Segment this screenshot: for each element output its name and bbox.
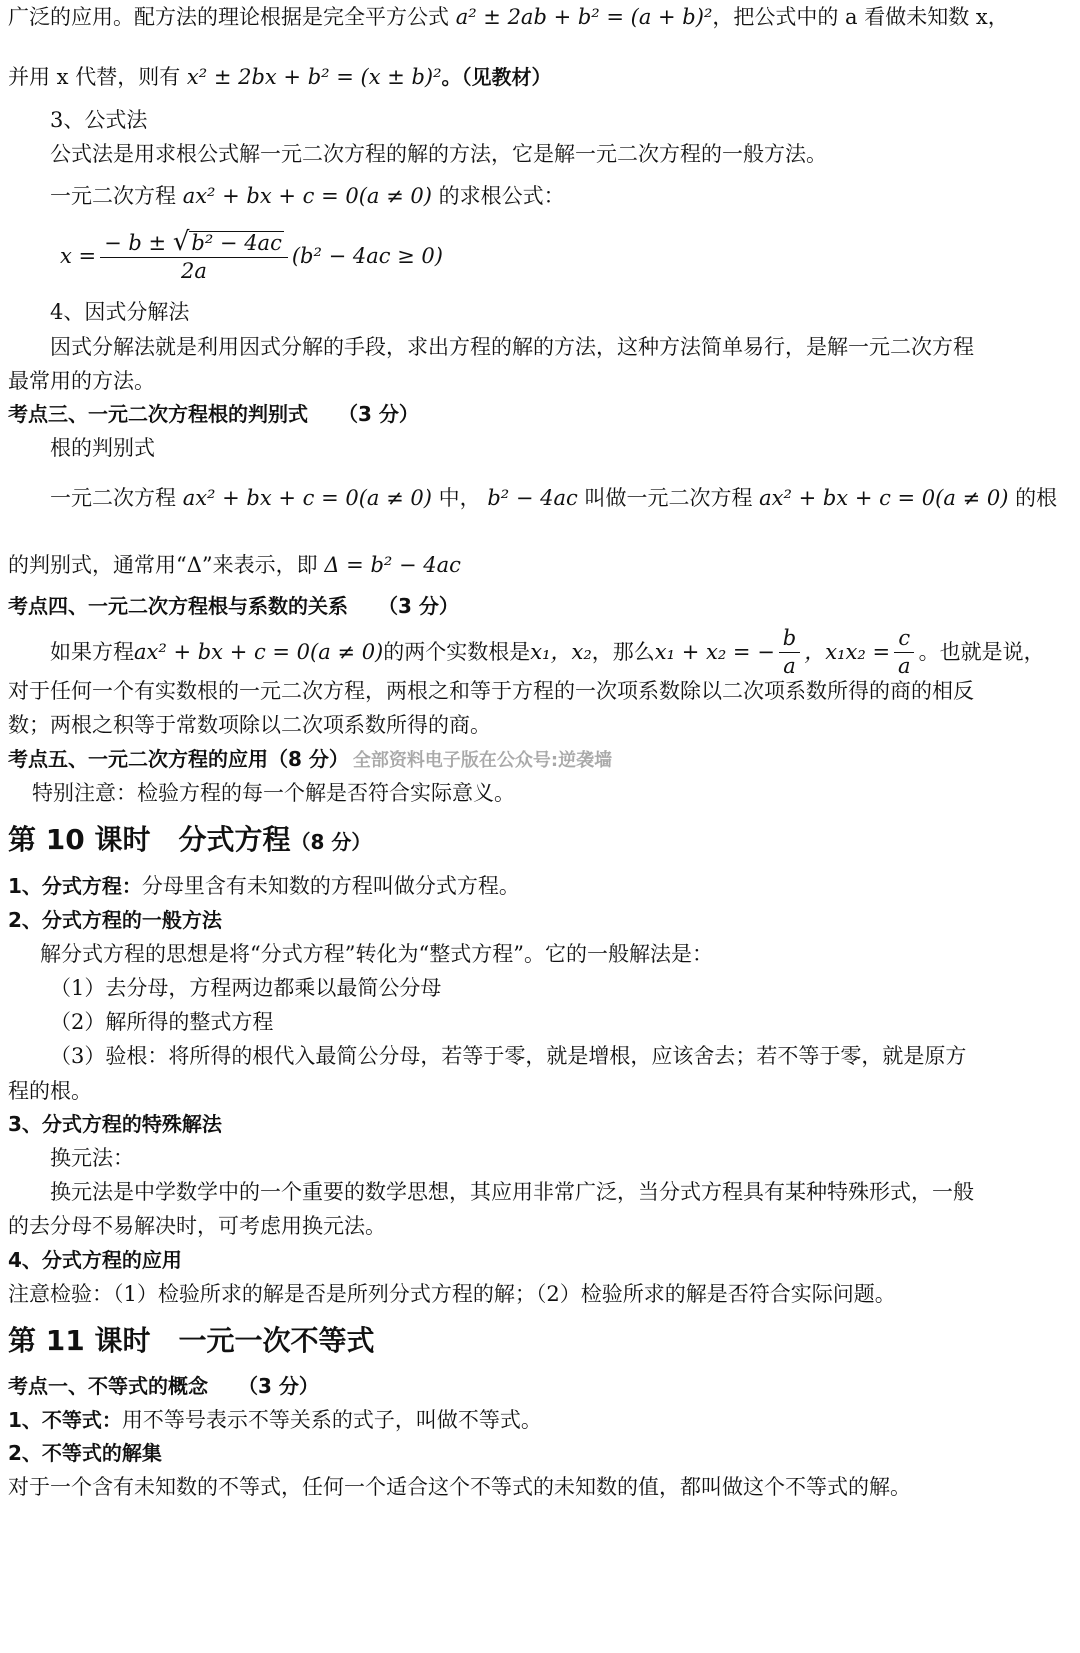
section-title: 考点三、一元二次方程根的判别式: [8, 402, 308, 427]
factor-method-desc-cont: 最常用的方法。: [8, 368, 155, 393]
section-title: 考点一、不等式的概念: [8, 1373, 208, 1398]
text-run: 叫做一元二次方程: [584, 486, 753, 511]
point4-heading: [8, 594, 1072, 619]
vieta-line-1: [8, 627, 1072, 678]
item-label: 1、分式方程：: [8, 874, 142, 899]
fraction-denominator: a: [898, 654, 911, 679]
intro-text: 一元二次方程: [50, 184, 176, 208]
formula-lhs: x =: [60, 244, 97, 269]
lesson10-item2-desc: 解分式方程的思想是将“分式方程”转化为“整式方程”。它的一般解法是：: [40, 941, 713, 966]
root-product-lhs: ，x₁x₂ =: [804, 640, 891, 665]
intro-text: 广泛的应用。配方法的理论根据是完全平方公式: [8, 5, 449, 29]
root-sum-fraction: [779, 627, 800, 678]
quadratic-root-formula: [8, 229, 1072, 283]
solution-step-2: （2）解所得的整式方程: [50, 1010, 274, 1035]
solution-step-3-cont: 程的根。: [8, 1078, 92, 1103]
intro-tail: 的求根公式：: [438, 184, 565, 208]
root-sum-lhs: x₁ + x₂ = −: [654, 640, 775, 665]
quadratic-equation: ax² + bx + c = 0(a ≠ 0): [759, 486, 1009, 511]
intro-line-1: [8, 4, 1072, 30]
watermark-text: 全部资料电子版在公众号:逆袭墙: [352, 749, 613, 771]
quadratic-equation: ax² + bx + c = 0(a ≠ 0): [182, 184, 432, 208]
root-fraction: [100, 229, 288, 283]
text-run: ，那么: [591, 640, 655, 665]
formula-method-desc: 公式法是用求根公式解一元二次方程的解的方法，它是解一元二次方程的一般方法。: [50, 141, 827, 166]
solution-step-3: （3）验根：将所得的根代入最简公分母，若等于零，就是增根，应该舍去；若不等于零，就是原方: [50, 1044, 967, 1069]
text-run: 的判别式，通常用“Δ”来表示，即: [8, 552, 318, 577]
text-run: 中，: [438, 486, 481, 511]
item-text: 用不等号表示不等关系的式子，叫做不等式。: [121, 1407, 542, 1432]
section-score: （3 分）: [338, 402, 419, 427]
factor-method-heading: 4、因式分解法: [50, 300, 190, 325]
section-title: 考点四、一元二次方程根与系数的关系: [8, 593, 348, 618]
text-run: 。也就是说，: [918, 640, 1045, 665]
point5-heading: [8, 747, 1072, 773]
radical-sign: √: [172, 227, 190, 258]
completed-square-formula: x² ± 2bx + b² = (x ± b)²: [186, 65, 442, 90]
solution-step-1: （1）去分母，方程两边都乘以最简公分母: [50, 975, 442, 1000]
section-score: （3 分）: [238, 1373, 319, 1398]
sqrt-icon: [172, 227, 284, 258]
lesson11-point1-heading: [8, 1374, 1072, 1399]
item-text: 分母里含有未知数的方程叫做分式方程。: [141, 874, 520, 899]
lesson10-item1: [8, 873, 1072, 899]
lesson-title: 第 10 课时 分式方程: [8, 823, 291, 857]
text-run: 如果方程: [50, 640, 134, 665]
textbook-note: 。（见教材）: [441, 65, 552, 90]
discriminant-definition: Δ = b² − 4ac: [324, 552, 461, 577]
lesson10-item4-heading: 4、分式方程的应用: [8, 1247, 182, 1272]
discriminant-subheading: 根的判别式: [50, 436, 155, 461]
vieta-explanation: 对于任何一个有实数根的一元二次方程，两根之和等于方程的一次项系数除以二次项系数所得的商的相反: [8, 679, 974, 704]
verification-note: 注意检验：（1）检验所求的解是否是所列分式方程的解；（2）检验所求的解是否符合实际问题。: [8, 1281, 896, 1306]
intro-tail: ，把公式中的 a 看做未知数 x，: [712, 5, 1009, 29]
fraction-denominator: 2a: [181, 259, 207, 284]
discriminant-line-1: [8, 485, 1072, 511]
discriminant-line-2: [8, 552, 1072, 578]
root-formula-intro: [8, 183, 1072, 209]
discriminant-expression: b² − 4ac: [487, 486, 578, 511]
text-run: 的两个实数根是: [383, 640, 531, 665]
vieta-explanation-cont: 数；两根之积等于常数项除以二次项系数所得的商。: [8, 713, 491, 738]
lesson10-title: [8, 822, 1072, 857]
intro-text: 并用 x 代替，则有: [8, 65, 181, 90]
factor-method-desc: 因式分解法就是利用因式分解的手段，求出方程的解的方法，这种方法简单易行，是解一元二次方程: [50, 334, 974, 359]
section-score: （3 分）: [378, 593, 459, 618]
quadratic-equation: ax² + bx + c = 0(a ≠ 0): [134, 640, 384, 665]
lesson11-item2-heading: 2、不等式的解集: [8, 1441, 162, 1466]
point3-heading: [8, 402, 1072, 427]
formula-method-heading: 3、公式法: [50, 107, 148, 132]
root-product-fraction: [894, 627, 915, 678]
solution-definition: 对于一个含有未知数的不等式，任何一个适合这个不等式的未知数的值，都叫做这个不等式的解。: [8, 1475, 911, 1500]
item-label: 1、不等式：: [8, 1407, 122, 1432]
perfect-square-formula: a² ± 2ab + b² = (a + b)²: [455, 5, 713, 29]
intro-line-2: [8, 64, 1072, 90]
formula-condition: (b² − 4ac ≥ 0): [291, 244, 443, 269]
lesson-score: （8 分）: [290, 830, 372, 855]
fraction-numerator: c: [894, 627, 914, 653]
lesson10-item3-heading: 3、分式方程的特殊解法: [8, 1111, 222, 1136]
text-run: 的根: [1015, 486, 1058, 511]
lesson10-item2-heading: 2、分式方程的一般方法: [8, 907, 222, 932]
section-title: 考点五、一元二次方程的应用（8 分）: [8, 746, 349, 771]
quadratic-equation: ax² + bx + c = 0(a ≠ 0): [182, 486, 432, 511]
substitution-desc-cont: 的去分母不易解决时，可考虑用换元法。: [8, 1214, 386, 1239]
application-note: 特别注意：检验方程的每一个解是否符合实际意义。: [32, 781, 515, 806]
numerator-prefix: − b ±: [104, 231, 167, 256]
fraction-numerator: b: [779, 627, 800, 653]
substitution-desc: 换元法是中学数学中的一个重要的数学思想，其应用非常广泛，当分式方程具有某种特殊形式，一般: [50, 1180, 974, 1205]
sqrt-content: b² − 4ac: [191, 231, 282, 256]
text-run: 一元二次方程: [50, 486, 176, 511]
fraction-denominator: a: [783, 654, 796, 679]
substitution-subheading: 换元法：: [50, 1145, 134, 1170]
lesson11-title: 第 11 课时 一元一次不等式: [8, 1323, 375, 1357]
lesson11-item1: [8, 1407, 1072, 1433]
fraction-numerator: [100, 229, 288, 258]
roots-symbols: x₁，x₂: [530, 640, 592, 665]
